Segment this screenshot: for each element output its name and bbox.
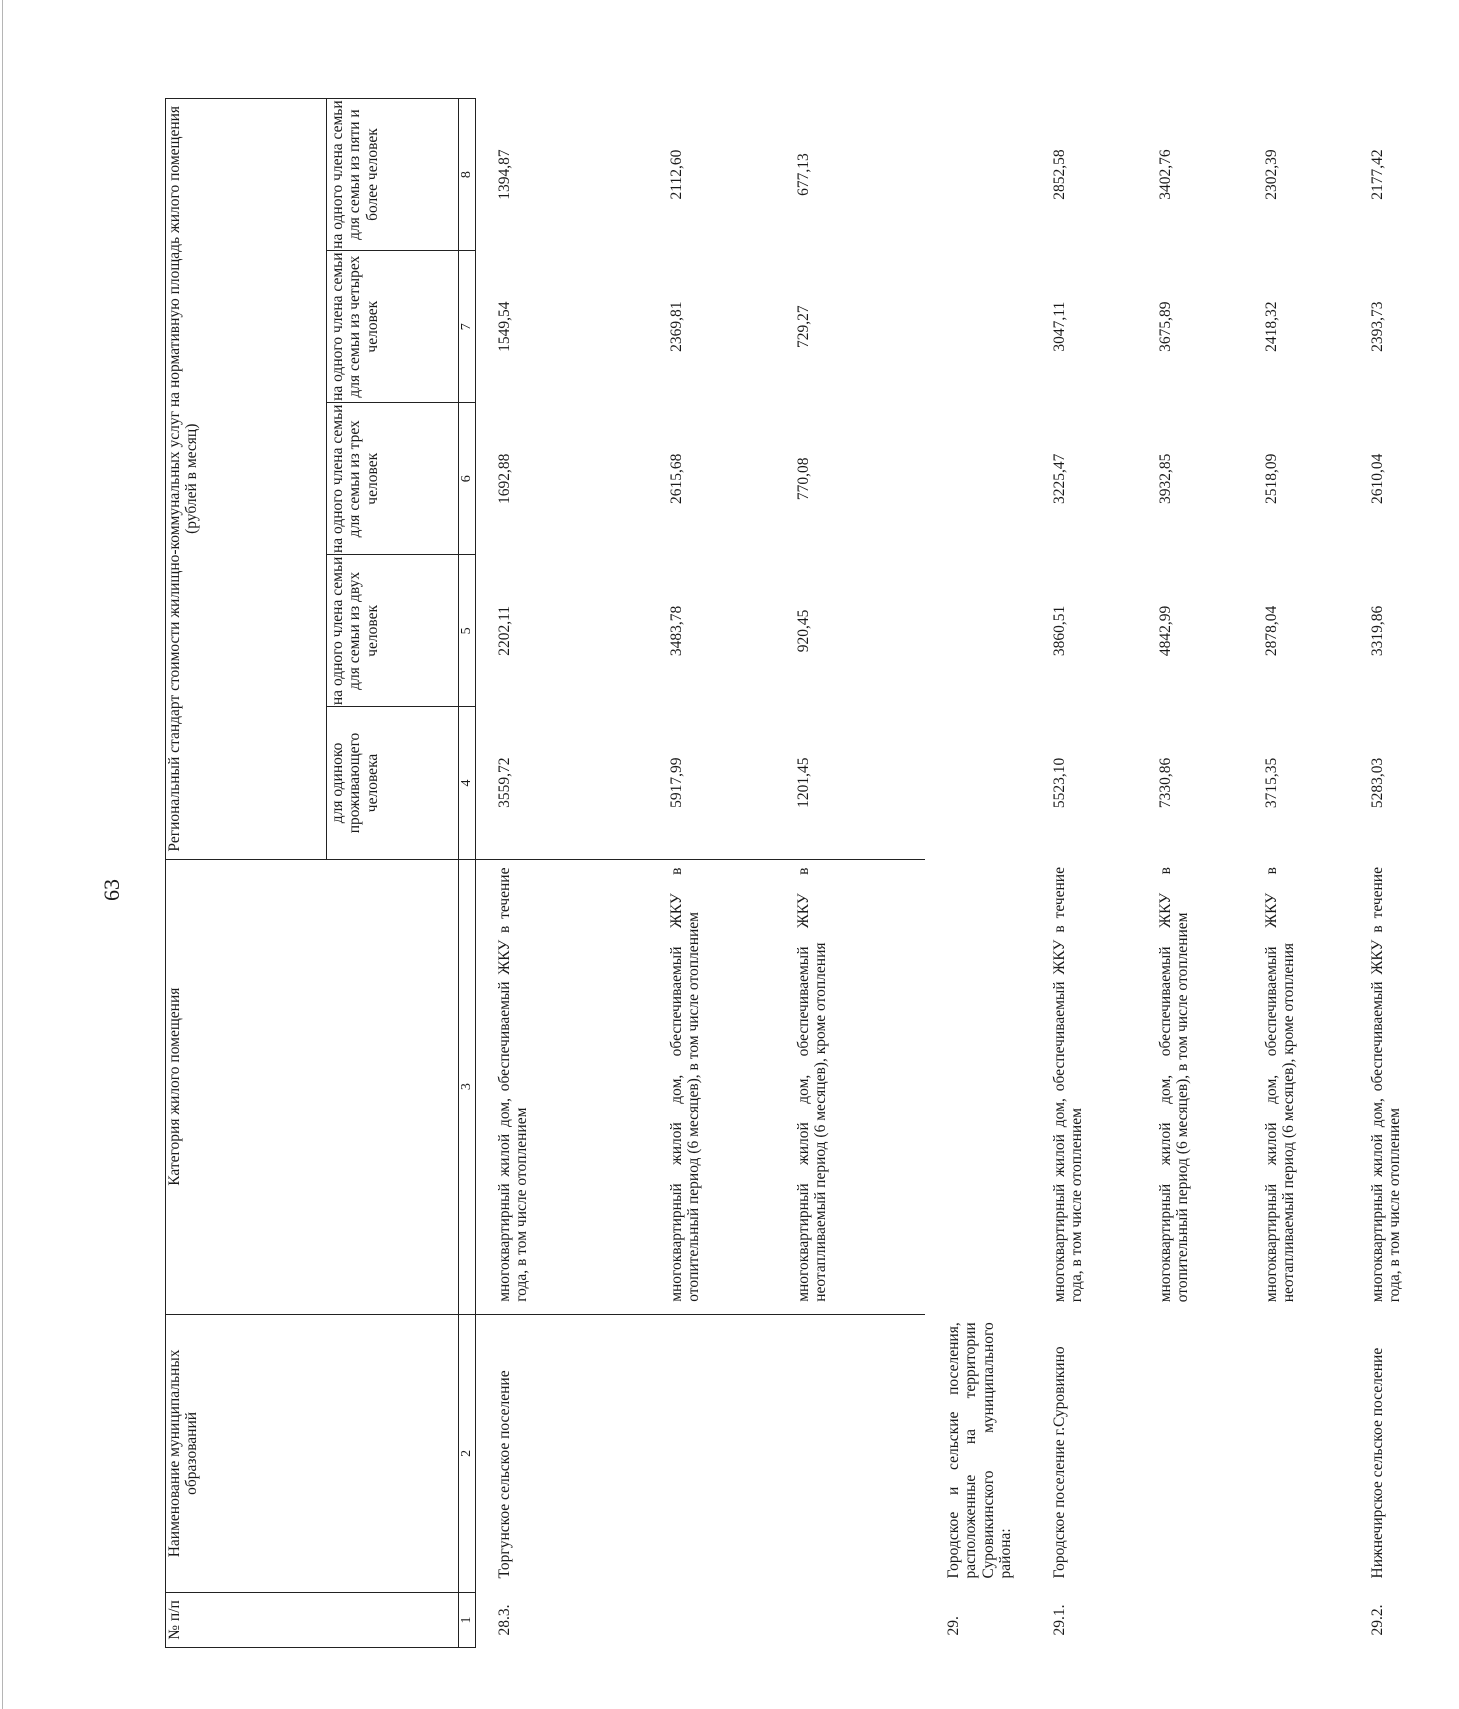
municipality-name: [1137, 1314, 1243, 1592]
column-number: 5: [459, 555, 476, 707]
table-row: [1031, 99, 1137, 1648]
value-cell: 3319,86: [1369, 605, 1386, 657]
row-number: [1243, 1592, 1349, 1647]
column-number: 6: [459, 403, 476, 555]
value-cell: 2878,04: [1263, 605, 1280, 657]
value-cell: 3483,78: [668, 605, 685, 657]
value-cell: [925, 251, 1031, 403]
value-cell: 3225,47: [1051, 453, 1068, 504]
header-col-four: на одного члена семьи для семьи из четырех человек: [327, 251, 459, 403]
header-name: Наименование муниципальных образований: [166, 1314, 459, 1592]
value-cell: [925, 707, 1031, 859]
value-cell: 2418,32: [1263, 301, 1280, 352]
housing-category: многоквартирный жилой дом, обеспечиваемый ЖКУ в течение года, в том числе отоплением: [1051, 867, 1086, 1303]
value-cell: 5523,10: [1051, 757, 1068, 809]
housing-category: многоквартирный жилой дом, обеспечиваемый ЖКУ в течение года, в том числе отоплением: [1369, 867, 1404, 1303]
value-cell: 677,13: [795, 153, 812, 196]
municipality-name: Торгунское сельское поселение: [496, 1370, 513, 1579]
table-row: [1349, 99, 1459, 1648]
municipality-name: Нижнечирское сельское поселение: [1369, 1347, 1386, 1579]
header-category: Категория жилого помещения: [166, 859, 459, 1314]
row-number: 28.3.: [496, 1604, 513, 1636]
value-cell: 2852,58: [1051, 149, 1068, 200]
value-cell: 770,08: [795, 457, 812, 501]
municipality-name: Городское и сельские поселения, расположенные на территории Суровикинского муниципального района:: [945, 1322, 1015, 1579]
value-cell: 3715,35: [1263, 757, 1280, 809]
value-cell: 920,45: [795, 609, 812, 653]
table-row: [775, 99, 925, 1648]
municipality-name: [648, 1314, 775, 1592]
value-cell: 2177,42: [1369, 149, 1386, 200]
header-standard: Региональный стандарт стоимости жилищно-коммунальных услуг на нормативную площадь жилого помещения (рублей в месяц): [166, 99, 327, 860]
value-cell: 7330,86: [1157, 757, 1174, 809]
value-cell: 3559,72: [476, 707, 649, 859]
housing-category: многоквартирный жилой дом, обеспечиваемый ЖКУ в неотапливаемый период (6 месяцев), кроме отопления: [775, 859, 925, 1314]
value-cell: 2302,39: [1263, 149, 1280, 200]
header-col-two: на одного члена семьи для семьи из двух человек: [327, 555, 459, 707]
header-col-three: на одного члена семьи для семьи из трех человек: [327, 403, 459, 555]
value-cell: [925, 99, 1031, 251]
value-cell: 3860,51: [1051, 605, 1068, 657]
table-row: [476, 99, 649, 1648]
table-row: [925, 99, 1031, 1648]
column-number: 8: [459, 99, 476, 251]
value-cell: 3402,76: [1157, 149, 1174, 200]
value-cell: 1394,87: [496, 149, 513, 200]
value-cell: 2610,04: [1369, 453, 1386, 504]
row-number: 29.1.: [1051, 1604, 1068, 1636]
value-cell: 2518,09: [1263, 453, 1280, 504]
value-cell: 729,27: [795, 305, 812, 348]
value-cell: 5283,03: [1369, 757, 1386, 809]
value-cell: 1201,45: [775, 707, 925, 859]
municipality-name: [775, 1314, 925, 1592]
value-cell: 3675,89: [1157, 301, 1174, 352]
value-cell: 2615,68: [668, 453, 685, 504]
row-number: [775, 1592, 925, 1647]
value-cell: 2369,81: [668, 301, 685, 352]
scan-edge-line: [2, 0, 3, 1709]
value-cell: [925, 555, 1031, 707]
value-cell: 3047,11: [1051, 301, 1068, 352]
municipality-name: [1243, 1314, 1349, 1592]
value-cell: 2202,11: [496, 605, 513, 656]
housing-category: многоквартирный жилой дом, обеспечиваемый ЖКУ в течение года, в том числе отоплением: [476, 859, 649, 1314]
table-row: [1137, 99, 1243, 1648]
row-number: [648, 1592, 775, 1647]
housing-category: многоквартирный жилой дом, обеспечиваемый ЖКУ в отопительный период (6 месяцев), в том числе отоплением: [648, 859, 775, 1314]
value-cell: 4842,99: [1157, 605, 1174, 657]
value-cell: 2112,60: [668, 149, 685, 200]
housing-category: многоквартирный жилой дом, обеспечиваемый ЖКУ в неотапливаемый период (6 месяцев), кроме отопления: [1263, 867, 1298, 1303]
value-cell: 1549,54: [496, 301, 513, 352]
value-cell: 5917,99: [648, 707, 775, 859]
column-number: 4: [459, 707, 476, 859]
header-col-single: для одиноко проживающего человека: [327, 707, 459, 859]
table-row: [1243, 99, 1349, 1648]
column-number: 3: [459, 859, 476, 1314]
value-cell: 1692,88: [496, 453, 513, 504]
row-number: [1137, 1592, 1243, 1647]
table-row: [648, 99, 775, 1648]
housing-cost-standard-table: [165, 98, 1459, 1648]
rotated-table-wrapper: [165, 98, 1404, 1648]
value-cell: [925, 403, 1031, 555]
column-number: 7: [459, 251, 476, 403]
column-number: 1: [459, 1592, 476, 1647]
row-number: 29.2.: [1369, 1604, 1386, 1636]
column-number: 2: [459, 1314, 476, 1592]
header-col-five: на одного члена семьи для семьи из пяти и более человек: [327, 99, 459, 251]
row-number: 29.: [945, 1616, 962, 1636]
page-number: 63: [99, 879, 124, 901]
header-num: № п/п: [166, 1592, 459, 1647]
housing-category: многоквартирный жилой дом, обеспечиваемый ЖКУ в отопительный период (6 месяцев), в том числе отоплением: [1157, 867, 1192, 1303]
value-cell: 3932,85: [1157, 453, 1174, 504]
value-cell: 2393,73: [1369, 301, 1386, 352]
housing-category: [925, 859, 1031, 1314]
municipality-name: Городское поселение г.Суровикино: [1051, 1346, 1068, 1579]
